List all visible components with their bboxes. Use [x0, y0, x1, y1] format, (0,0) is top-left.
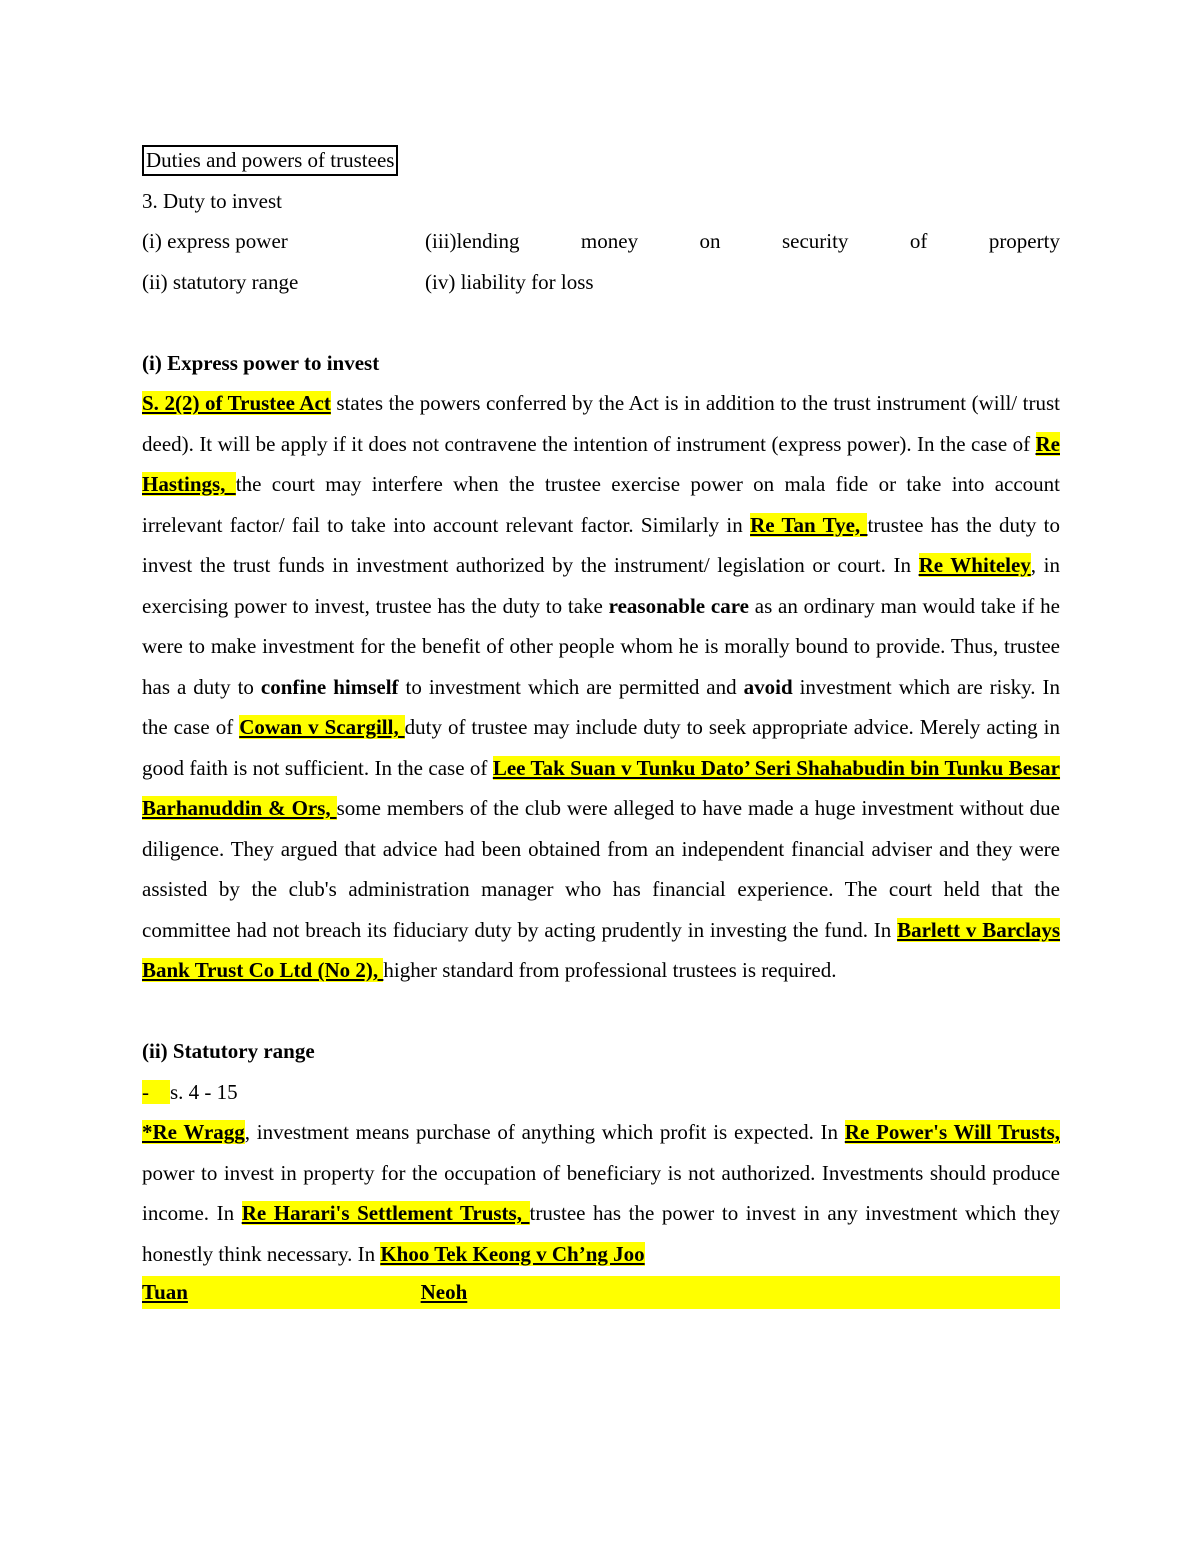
citation-filler	[700, 1276, 1060, 1309]
document-title: Duties and powers of trustees	[142, 145, 398, 176]
bullet-text: s. 4 - 15	[170, 1079, 238, 1104]
heading-express-power: (i) Express power to invest	[142, 350, 380, 375]
toc-word: security	[781, 229, 849, 253]
case-citation: Cowan v Scargill,	[239, 715, 405, 739]
body-text: trustee has the power to invest in any investment which they honestly think necessary. In	[142, 1201, 1060, 1266]
toc-item-liability-for-loss: (iv) liability for loss	[425, 269, 594, 294]
case-citation: Re Tan Tye,	[750, 512, 868, 537]
case-citation: Khoo Tek Keong v Ch’ng Joo	[380, 1241, 645, 1266]
toc-word: of	[909, 229, 928, 253]
case-citation: *Re Wragg	[142, 1120, 245, 1144]
body-text: investment which are risky. In the case of	[142, 674, 1060, 739]
citation-word: Neoh	[420, 1280, 468, 1304]
toc-row-1	[142, 221, 1060, 262]
body-text: some members of the club were alleged to have made a huge investment without due diligence. They argued that advice had been obtained from an independent financial adviser and they were assisted by the club's administration manager who has financial experience. The court held that the committee had not breach its fiduciary duty by acting prudently in investing the fund. In	[142, 796, 1060, 942]
body-text: higher standard from professional trustees is required.	[383, 958, 837, 982]
paragraph-statutory-range	[142, 1112, 1060, 1274]
paragraph-express-power	[142, 383, 1060, 991]
body-text: the court may interfere when the trustee exercise power on mala fide or take into account irrelevant factor/ fail to take into account relevant factor. Similarly in	[142, 472, 1060, 537]
toc-row-2	[142, 262, 1060, 303]
spacer	[142, 991, 1060, 1032]
body-text: , in exercising power to invest, trustee has the duty to take	[142, 553, 1060, 618]
heading-statutory-range: (ii) Statutory range	[142, 1039, 315, 1063]
section-heading: 3. Duty to invest	[142, 188, 282, 213]
body-text: duty of trustee may include duty to seek appropriate advice. Merely acting in good faith is not sufficient. In the case of	[142, 715, 1060, 780]
body-text: states the powers conferred by the Act is in addition to the trust instrument (will/ trust deed). It will be apply if it does not contravene the intention of instrument (express power). In the case of	[142, 391, 1060, 456]
body-text: as an ordinary man would take if he were to make investment for the benefit of other people whom he is morally bound to provide. Thus, trustee has a duty to	[142, 593, 1061, 699]
bold-term: confine himself	[260, 674, 399, 699]
toc-word: on	[699, 229, 721, 253]
toc-item-express-power: (i) express power	[142, 229, 288, 253]
body-text: trustee has the duty to invest the trust funds in investment authorized by the instrument/ legislation or court. In	[142, 512, 1061, 577]
title-line	[142, 140, 1060, 181]
case-citation: Re Whiteley	[918, 553, 1031, 577]
bold-term: avoid	[743, 674, 793, 699]
case-citation: Re Hastings,	[142, 431, 1060, 496]
bullet-dash: -	[142, 1079, 149, 1104]
case-citation: Re Power's Will Trusts,	[844, 1120, 1060, 1144]
spacer	[142, 302, 1060, 343]
case-citation: Re Harari's Settlement Trusts,	[241, 1201, 530, 1225]
bold-term: reasonable care	[608, 593, 749, 618]
body-text: power to invest in property for the occupation of beneficiary is not authorized. Investments should produce income. In	[142, 1160, 1060, 1225]
toc-item-statutory-range: (ii) statutory range	[142, 269, 299, 294]
bullet-marker	[142, 1080, 170, 1104]
body-text: , investment means purchase of anything which profit is expected. In	[244, 1120, 845, 1144]
case-citation: Lee Tak Suan v Tunku Dato’ Seri Shahabudin bin Tunku Besar Barhanuddin & Ors,	[142, 755, 1061, 820]
toc-item-lending-money	[425, 221, 1060, 262]
body-text: to investment which are permitted and	[398, 674, 744, 699]
bullet-item	[142, 1072, 1060, 1113]
case-citation: Barlett v Barclays Bank Trust Co Ltd (No 2),	[142, 917, 1061, 982]
toc-word: property	[988, 229, 1060, 253]
case-citation: S. 2(2) of Trustee Act	[142, 391, 331, 415]
citation-word: Tuan	[142, 1280, 188, 1304]
toc-word: money	[580, 229, 639, 253]
case-citation-continued	[142, 1276, 1060, 1309]
document-body	[142, 140, 1060, 1309]
toc-word: (iii)lending	[425, 229, 520, 253]
